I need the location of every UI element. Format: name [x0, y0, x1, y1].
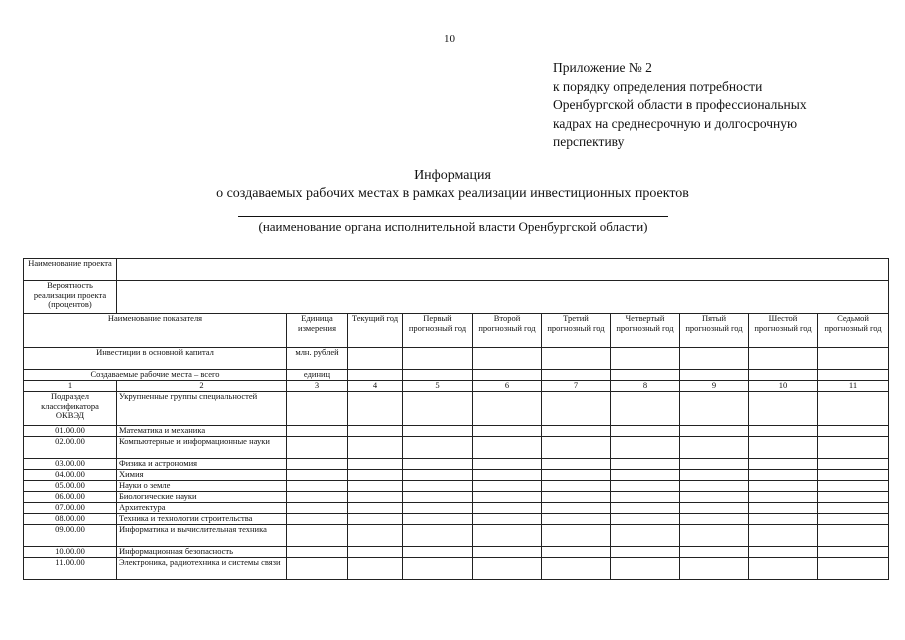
value-cell	[473, 459, 542, 470]
value-cell	[818, 514, 889, 525]
groups-header: Укрупненные группы специальностей	[117, 392, 287, 426]
value-cell	[749, 470, 818, 481]
investments-unit: млн. рублей	[287, 348, 348, 370]
okved-code: 04.00.00	[24, 470, 117, 481]
value-cell	[473, 514, 542, 525]
value-cell	[680, 426, 749, 437]
specialty-group-name: Науки о земле	[117, 481, 287, 492]
value-cell	[680, 503, 749, 514]
specialty-group-name: Информационная безопасность	[117, 547, 287, 558]
table-row	[24, 525, 889, 547]
okved-code: 08.00.00	[24, 514, 117, 525]
year-header: Четвертый прогнозный год	[611, 314, 680, 348]
value-cell	[348, 459, 403, 470]
value-cell	[611, 459, 680, 470]
value-cell	[542, 514, 611, 525]
value-cell	[348, 558, 403, 580]
appendix-line: к порядку определения потребности	[553, 78, 763, 94]
value-cell	[749, 459, 818, 470]
value-cell	[403, 503, 473, 514]
okved-code: 05.00.00	[24, 481, 117, 492]
column-number: 6	[473, 381, 542, 392]
value-cell	[287, 503, 348, 514]
value-cell	[403, 514, 473, 525]
column-number: 10	[749, 381, 818, 392]
value-cell	[403, 437, 473, 459]
value-cell	[348, 547, 403, 558]
value-cell	[348, 514, 403, 525]
value-cell	[542, 470, 611, 481]
value-cell	[749, 481, 818, 492]
value-cell	[542, 547, 611, 558]
specialty-rows	[24, 426, 889, 580]
year-header: Шестой прогнозный год	[749, 314, 818, 348]
okved-code: 09.00.00	[24, 525, 117, 547]
value-cell	[403, 426, 473, 437]
column-number: 8	[611, 381, 680, 392]
appendix-line: Приложение № 2	[553, 60, 652, 75]
value-cell	[348, 437, 403, 459]
value-cell	[348, 503, 403, 514]
specialty-group-name: Информатика и вычислительная техника	[117, 525, 287, 547]
value-cell	[542, 492, 611, 503]
jobs-unit: единиц	[287, 370, 348, 381]
value-cell	[749, 426, 818, 437]
year-header: Второй прогнозный год	[473, 314, 542, 348]
indicator-header: Наименование показателя	[24, 314, 287, 348]
value-cell	[473, 503, 542, 514]
value-cell	[473, 481, 542, 492]
value-cell	[611, 558, 680, 580]
value-cell	[287, 558, 348, 580]
okved-code: 01.00.00	[24, 426, 117, 437]
document-subtitle: о создаваемых рабочих местах в рамках реализации инвестиционных проектов	[216, 186, 689, 201]
year-header: Первый прогнозный год	[403, 314, 473, 348]
specialty-group-name: Техника и технологии строительства	[117, 514, 287, 525]
value-cell	[287, 426, 348, 437]
table-row	[24, 437, 889, 459]
value-cell	[611, 492, 680, 503]
value-cell	[542, 558, 611, 580]
appendix-line: Оренбургской области в профессиональных	[553, 97, 807, 112]
year-header: Третий прогнозный год	[542, 314, 611, 348]
value-cell	[473, 492, 542, 503]
value-cell	[611, 547, 680, 558]
project-name-cell	[117, 259, 889, 281]
table-row	[24, 470, 889, 481]
table-row	[24, 547, 889, 558]
specialty-group-name: Химия	[117, 470, 287, 481]
value-cell	[611, 426, 680, 437]
column-number: 2	[117, 381, 287, 392]
unit-header: Единица измерения	[287, 314, 348, 348]
column-number: 4	[348, 381, 403, 392]
value-cell	[403, 558, 473, 580]
year-header: Пятый прогнозный год	[680, 314, 749, 348]
value-cell	[818, 547, 889, 558]
value-cell	[680, 470, 749, 481]
document-title: Информация	[414, 168, 491, 183]
okved-code: 06.00.00	[24, 492, 117, 503]
appendix-line: кадрах на среднесрочную и долгосрочную	[553, 115, 798, 131]
value-cell	[287, 459, 348, 470]
specialty-group-name: Биологические науки	[117, 492, 287, 503]
value-cell	[611, 437, 680, 459]
table-row	[24, 481, 889, 492]
org-caption: (наименование органа исполнительной власти Оренбургской области)	[258, 219, 648, 234]
value-cell	[680, 514, 749, 525]
investments-label: Инвестиции в основной капитал	[24, 348, 287, 370]
column-number: 7	[542, 381, 611, 392]
value-cell	[818, 525, 889, 547]
value-cell	[680, 547, 749, 558]
table-row	[24, 459, 889, 470]
value-cell	[749, 503, 818, 514]
column-number: 1	[24, 381, 117, 392]
value-cell	[818, 503, 889, 514]
value-cell	[403, 481, 473, 492]
year-header: Текущий год	[348, 314, 403, 348]
value-cell	[542, 503, 611, 514]
value-cell	[542, 459, 611, 470]
value-cell	[680, 525, 749, 547]
value-cell	[611, 481, 680, 492]
value-cell	[818, 492, 889, 503]
value-cell	[287, 547, 348, 558]
appendix-block	[553, 59, 807, 152]
value-cell	[473, 437, 542, 459]
value-cell	[818, 426, 889, 437]
value-cell	[749, 558, 818, 580]
column-number: 3	[287, 381, 348, 392]
value-cell	[749, 437, 818, 459]
value-cell	[611, 503, 680, 514]
column-number: 11	[818, 381, 889, 392]
value-cell	[287, 470, 348, 481]
value-cell	[348, 470, 403, 481]
probability-cell	[117, 281, 889, 314]
page-number: 10	[444, 33, 455, 45]
okved-code: 07.00.00	[24, 503, 117, 514]
jobs-label: Создаваемые рабочие места – всего	[24, 370, 287, 381]
table-row	[24, 492, 889, 503]
okved-code: 03.00.00	[24, 459, 117, 470]
table-row	[24, 503, 889, 514]
value-cell	[680, 459, 749, 470]
value-cell	[818, 481, 889, 492]
probability-label: Вероятность реализации проекта (процентов)	[24, 281, 117, 314]
value-cell	[542, 426, 611, 437]
value-cell	[611, 525, 680, 547]
value-cell	[680, 437, 749, 459]
specialty-group-name: Физика и астрономия	[117, 459, 287, 470]
value-cell	[287, 514, 348, 525]
year-header: Седьмой прогнозный год	[818, 314, 889, 348]
project-name-label: Наименование проекта	[24, 259, 117, 281]
specialty-group-name: Компьютерные и информационные науки	[117, 437, 287, 459]
table-row	[24, 514, 889, 525]
table-row	[24, 426, 889, 437]
specialty-group-name: Математика и механика	[117, 426, 287, 437]
value-cell	[403, 525, 473, 547]
value-cell	[542, 525, 611, 547]
value-cell	[287, 492, 348, 503]
value-cell	[680, 558, 749, 580]
value-cell	[473, 558, 542, 580]
okved-code: 02.00.00	[24, 437, 117, 459]
value-cell	[749, 492, 818, 503]
appendix-line: перспективу	[553, 134, 625, 149]
okved-code: 10.00.00	[24, 547, 117, 558]
value-cell	[818, 437, 889, 459]
value-cell	[818, 470, 889, 481]
value-cell	[818, 459, 889, 470]
value-cell	[542, 437, 611, 459]
column-number: 5	[403, 381, 473, 392]
okved-code: 11.00.00	[24, 558, 117, 580]
value-cell	[680, 481, 749, 492]
column-number: 9	[680, 381, 749, 392]
value-cell	[542, 481, 611, 492]
value-cell	[680, 492, 749, 503]
value-cell	[348, 481, 403, 492]
value-cell	[287, 437, 348, 459]
fill-in-line	[238, 216, 668, 217]
value-cell	[348, 492, 403, 503]
specialty-group-name: Архитектура	[117, 503, 287, 514]
value-cell	[403, 547, 473, 558]
value-cell	[287, 481, 348, 492]
value-cell	[348, 525, 403, 547]
value-cell	[287, 525, 348, 547]
value-cell	[473, 426, 542, 437]
value-cell	[403, 492, 473, 503]
value-cell	[403, 459, 473, 470]
value-cell	[611, 470, 680, 481]
value-cell	[473, 525, 542, 547]
value-cell	[611, 514, 680, 525]
value-cell	[403, 470, 473, 481]
value-cell	[749, 547, 818, 558]
value-cell	[473, 547, 542, 558]
value-cell	[473, 470, 542, 481]
table-row	[24, 558, 889, 580]
jobs-table	[23, 258, 889, 580]
value-cell	[348, 426, 403, 437]
value-cell	[818, 558, 889, 580]
specialty-group-name: Электроника, радиотехника и системы связи	[117, 558, 287, 580]
subsection-header: Подраздел классификатора ОКВЭД	[24, 392, 117, 426]
value-cell	[749, 525, 818, 547]
value-cell	[749, 514, 818, 525]
